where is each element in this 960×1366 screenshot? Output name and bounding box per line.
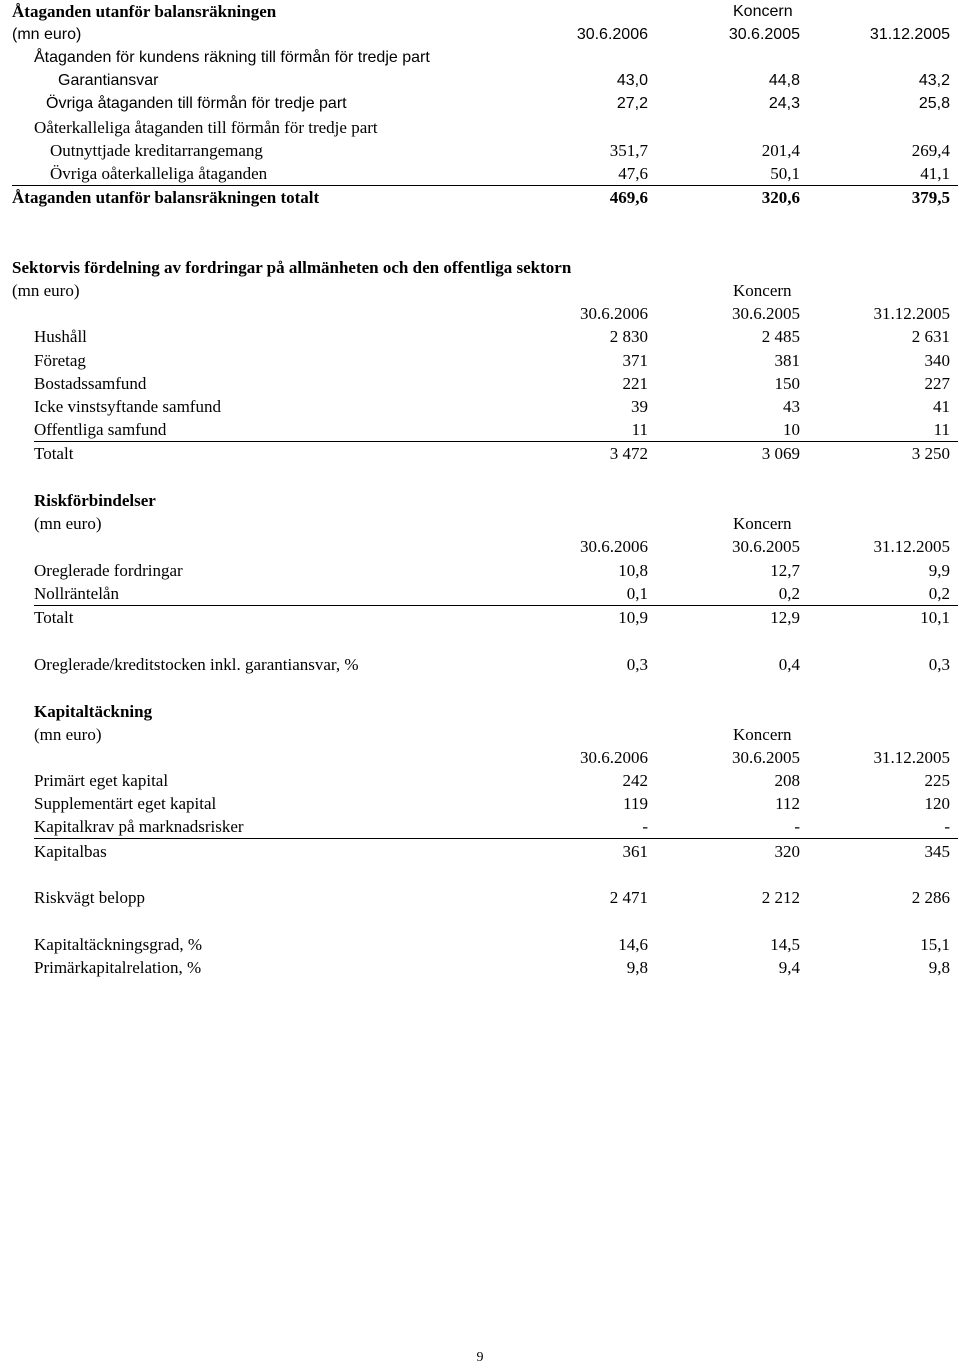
s4-total-row: Kapitalbas 361 320 345 (34, 842, 950, 861)
s1-title-line (0, 0, 960, 23)
s1-col-1: 30.6.2006 (576, 26, 648, 43)
s2-unit: (mn euro) (12, 281, 80, 300)
s4-header-row: 30.6.2006 30.6.2005 31.12.2005 (580, 748, 950, 767)
s3-ratio-row: Oreglerade/kreditstocken inkl. garantiansvar, % 0,3 0,4 0,3 (34, 655, 950, 674)
table-row: Oreglerade fordringar 10,8 12,7 9,9 (34, 561, 950, 580)
s1-col-2: 30.6.2005 (728, 26, 800, 43)
s2-title: Sektorvis fördelning av fordringar på allmänheten och den offentliga sektorn (12, 258, 572, 277)
s4-title: Kapitaltäckning (34, 702, 153, 721)
s2-group-label: Koncern (733, 281, 792, 300)
s1-unit: (mn euro) (12, 26, 82, 43)
divider (34, 838, 958, 839)
s1-total-row: Åtaganden utanför balansräkningen totalt 469,6 320,6 379,5 (12, 188, 950, 207)
table-row: Övriga oåterkalleliga åtaganden 47,6 50,1 41,1 (50, 164, 950, 183)
s2-total-row: Totalt 3 472 3 069 3 250 (34, 444, 950, 463)
s4-group-label: Koncern (733, 725, 792, 744)
s3-total-row: Totalt 10,9 12,9 10,1 (34, 608, 950, 627)
s4-ratio-row: Kapitaltäckningsgrad, % 14,6 14,5 15,1 (34, 935, 950, 954)
page-number: 9 (476, 1350, 484, 1365)
table-row: Outnyttjade kreditarrangemang 351,7 201,4 269,4 (50, 141, 950, 160)
s3-unit-row (0, 512, 960, 535)
table-row: Supplementärt eget kapital 119 112 120 (34, 794, 950, 813)
s1-col-3: 31.12.2005 (869, 26, 950, 43)
s4-ratio-row: Primärkapitalrelation, % 9,8 9,4 9,8 (34, 958, 950, 977)
s1-subheading-2: Oåterkalleliga åtaganden till förmån för tredje part (34, 118, 378, 137)
s2-header-row: 30.6.2006 30.6.2005 31.12.2005 (580, 304, 950, 323)
s3-title: Riskförbindelser (34, 491, 156, 510)
table-row: Hushåll 2 830 2 485 2 631 (34, 327, 950, 346)
table-row: Bostadssamfund 221 150 227 (34, 374, 950, 393)
s1-subheading: Åtaganden för kundens räkning till förmån för tredje part (34, 49, 430, 66)
table-row: Icke vinstsyftande samfund 39 43 41 (34, 397, 950, 416)
s3-header-row: 30.6.2006 30.6.2005 31.12.2005 (580, 537, 950, 556)
s4-unit: (mn euro) (34, 725, 102, 744)
s1-group-label: Koncern (733, 3, 793, 20)
s1-header-row (0, 23, 960, 46)
table-row: Företag 371 381 340 (34, 351, 950, 370)
s4-unit-row (0, 723, 960, 746)
table-row: Kapitalkrav på marknadsrisker - - - (34, 817, 950, 836)
table-row: Offentliga samfund 11 10 11 (34, 420, 950, 439)
table-row: Primärt eget kapital 242 208 225 (34, 771, 950, 790)
table-row: Garantiansvar 43,0 44,8 43,2 (58, 72, 950, 89)
s4-risk-row: Riskvägt belopp 2 471 2 212 2 286 (34, 888, 950, 907)
s2-unit-row (0, 279, 960, 302)
table-row: Övriga åtaganden till förmån för tredje part 27,2 24,3 25,8 (46, 95, 950, 112)
table-row: Nollräntelån 0,1 0,2 0,2 (34, 584, 950, 603)
s1-title: Åtaganden utanför balansräkningen (12, 2, 277, 21)
s3-group-label: Koncern (733, 514, 792, 533)
s3-unit: (mn euro) (34, 514, 102, 533)
